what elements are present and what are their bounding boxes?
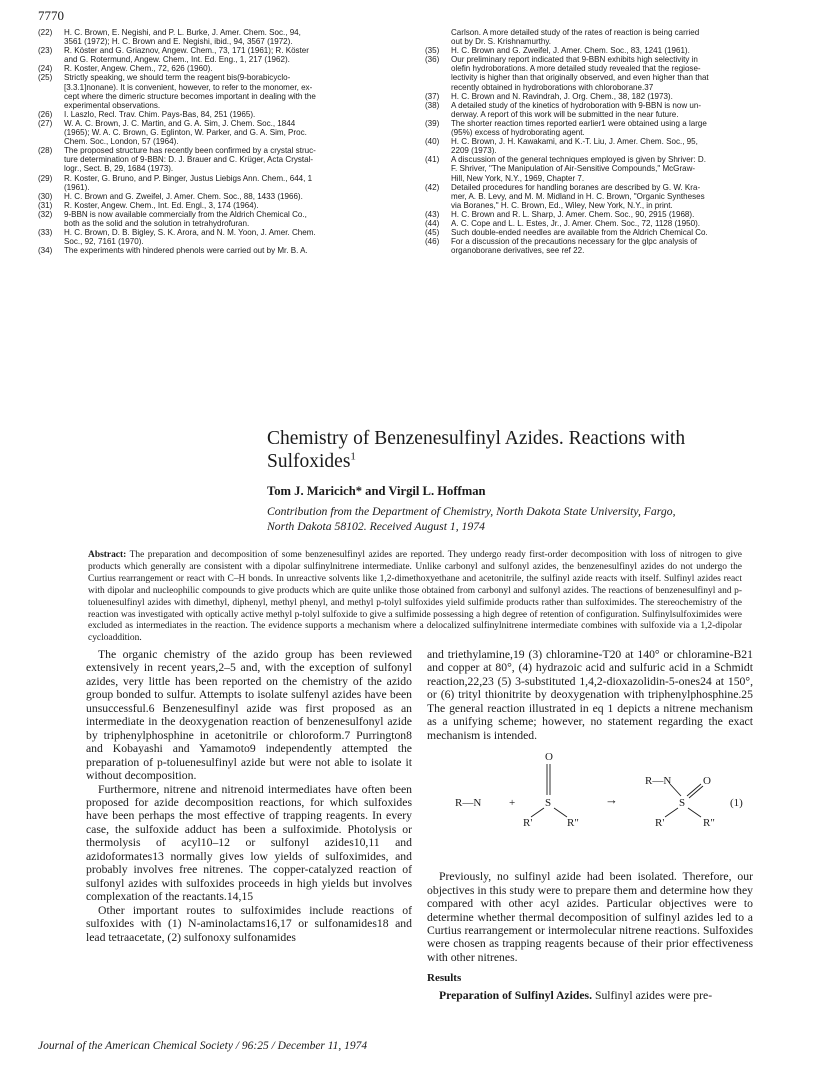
reference-line: logr., Sect. B, 29, 1684 (1973). [64,164,174,174]
reference-line: F. Shriver, "The Manipulation of Air-Sensitive Compounds," McGraw- [451,164,696,174]
reference-line: The proposed structure has recently been confirmed by a crystal struc- [64,146,316,156]
reference-line: and G. Rotermund, Angew. Chem., Int. Ed. Eng., 1, 217 (1962). [64,55,290,65]
scheme-r-prime: R' [523,817,533,830]
reference-number: (40) [425,137,440,147]
reference-entry [425,55,797,91]
reference-number: (43) [425,209,440,219]
body-left-column [86,648,412,944]
reference-number: (32) [38,209,53,219]
reference-number: (38) [425,100,440,110]
reference-line: A discussion of the general techniques employed is given by Shriver: D. [451,155,706,165]
reference-line: 9-BBN is now available commercially from the Aldrich Chemical Co., [64,209,307,219]
paragraph: The organic chemistry of the azido group has been reviewed extensively in recent years,2–5 and, with the exception of sulfonyl azides, very little has been reported on the chemistry of the azido group bonded to sulfur. Attempts to isolate sulfenyl azides have been unsuccessful.6 Benzenesulfinyl azide was first proposed as an intermediate in the deoxygenation reaction of benzenesulfonyl azide by triphenylphosphine in acetonitrile or chloroform.7 Purrington8 and Kobayashi and Yamamoto9 independently attempted the preparation of p-toluenesulfinyl azide but were not able to isolate it without decomposition. [86,648,412,783]
reference-number: (31) [38,200,53,210]
reaction-scheme-eq1 [427,746,753,864]
page-number: 7770 [38,8,64,23]
reaction-scheme-drawing [427,746,753,864]
reference-number: (41) [425,155,440,165]
reference-entry [38,64,408,73]
reference-line: Such double-ended needles are available from the Aldrich Chemical Co. [451,228,708,238]
affiliation [267,504,757,534]
reference-entry [425,28,797,46]
reference-line: mer, A. B. Levy, and M. M. Midland in H. C. Brown, "Organic Syntheses [451,191,705,201]
reference-line: The experiments with hindered phenols were carried out by Mr. B. A. [64,246,308,256]
reference-entry [425,119,797,137]
reference-line: R. Koster, G. Bruno, and P. Binger, Justus Liebigs Ann. Chem., 644, 1 [64,173,313,183]
paragraph: Furthermore, nitrene and nitrenoid intermediates have often been proposed for azide decomposition reactions, for which sulfoxides have been perhaps the most effective of trapping reagents. In every case, the sulfoxide adduct has been a sulfoximide. Photolysis or thermolysis of acyl10–12 or sulfonyl azides10,11 and azidoformates13 normally gives low yields of sulfoximides, and probably involves free nitrenes. The copper-catalyzed reaction of sulfonyl azides with sulfoxides proceeds in high yields but involves complexation of the reactants.14,15 [86,782,412,904]
journal-footer: Journal of the American Chemical Society / 96:25 / December 11, 1974 [38,1040,368,1052]
reference-line: 2209 (1973). [451,146,497,156]
reference-line: Strictly speaking, we should term the reagent bis(9-borabicyclo- [64,73,291,83]
reference-line: Chem. Soc., London, 57 (1964). [64,137,179,147]
reference-number: (23) [38,46,53,56]
reference-entry [425,210,797,219]
reference-line: lectivity is higher than that originally observed, and even higher than that [451,73,709,83]
reference-line: [3.3.1]nonane). It is convenient, however, to refer to the monomer, ex- [64,82,313,92]
reference-number: (33) [38,228,53,238]
reference-line: Detailed procedures for handling boranes are described by G. W. Kra- [451,182,701,192]
runin-heading: Preparation of Sulfinyl Azides. [439,988,593,1002]
scheme-r-double-prime: R" [567,817,579,830]
reference-line: H. C. Brown, J. H. Kawakami, and K.-T. Liu, J. Amer. Chem. Soc., 95, [451,137,698,147]
scheme-arrow: → [605,792,618,808]
reference-number: (25) [38,73,53,83]
article-title [267,427,727,473]
reference-line: (1961). [64,182,90,192]
reference-entry [425,155,797,182]
reference-entry [38,201,408,210]
bond-s-r2 [554,808,567,817]
paragraph [427,989,753,1002]
reference-entry [38,210,408,228]
reference-entry [425,237,797,255]
reference-line: experimental observations. [64,100,161,110]
authors: Tom J. Maricich* and Virgil L. Hoffman [267,484,486,498]
reference-line: I. Laszlo, Recl. Trav. Chim. Pays-Bas, 84, 251 (1965). [64,109,256,119]
reference-line: Carlson. A more detailed study of the rates of reaction is being carried [451,28,700,37]
reference-line: H. C. Brown and R. L. Sharp, J. Amer. Chem. Soc., 90, 2915 (1968). [451,209,695,219]
reference-number: (29) [38,173,53,183]
reference-number: (24) [38,64,53,74]
reference-line: H. C. Brown, D. B. Bigley, S. K. Arora, and N. M. Yoon, J. Amer. Chem. [64,228,316,238]
reference-line: H. C. Brown and G. Zweifel, J. Amer. Chem. Soc., 83, 1241 (1961). [451,46,690,56]
reference-entry [38,110,408,119]
reference-line: (1965); W. A. C. Brown, G. Eglinton, W. Parker, and G. A. Sim, Proc. [64,128,307,138]
runin-text: Sulfinyl azides were pre- [594,988,713,1002]
paragraph: and triethylamine,19 (3) chloramine-T20 at 140° or chloramine-B21 and copper at 80°, (4) hydrazoic acid and sulfuric acid in a Schmidt reaction,22,23 (5) 3-substituted 1,4,2-dioxazolidin-5-ones24 at 150°, or (6) trityl thionitrite by deoxygenation with triphenylphosphine.25 The general reaction illustrated in eq 1 depicts a nitrene mechanism as a unifying scheme; however, no statement regarding the exact mechanism is intended. [427,648,753,742]
reference-line: both as the solid and the solution in tetrahydrofuran. [64,218,250,228]
paragraph: Other important routes to sulfoximides include reactions of sulfoxides with (1) N-aminolactams16,17 or sulfonamides18 and lead tetraacetate, (2) sulfonoxy sulfonamides [86,903,412,944]
results-heading: Results [427,972,462,985]
scheme-plus-sign: + [509,797,516,810]
affiliation-line-2: North Dakota 58102. Received August 1, 1974 [267,520,485,533]
title-line-2: Sulfoxides [267,451,351,472]
reference-line: Soc., 92, 7161 (1970). [64,237,144,247]
reference-line: R. Koster, Angew. Chem., Int. Ed. Engl., 3, 174 (1964). [64,200,259,210]
scheme-product-sulfur: S [679,797,686,810]
reference-number: (30) [38,191,53,201]
reference-entry [425,46,797,55]
reference-number: (34) [38,246,53,256]
reference-line: olefin hydroborations. A more detailed study revealed that the regiose- [451,64,701,74]
scheme-product-rn: R—N [645,775,672,788]
reference-line: H. C. Brown, E. Negishi, and P. L. Burke, J. Amer. Chem. Soc., 94, [64,28,301,37]
reference-number: (36) [425,55,440,65]
abstract [88,550,742,645]
reference-line: cept where the dimeric structure becomes important in dealing with the [64,91,316,101]
reference-line: The shorter reaction times reported earlier1 were obtained using a large [451,118,707,128]
reference-number: (28) [38,146,53,156]
reference-line: 3561 (1972); H. C. Brown and E. Negishi, ibid., 94, 3567 (1972). [64,37,293,47]
bond-s-r1 [531,808,544,817]
reference-entry [38,73,408,109]
reference-number: (45) [425,228,440,238]
reference-number: (27) [38,118,53,128]
bond-product-s-r1 [665,808,678,817]
scheme-reactant-rn: R—N [455,797,482,810]
reference-entry [425,228,797,237]
title-footnote-marker: 1 [350,450,356,463]
reference-line: derway. A report of this work will be submitted in the near future. [451,109,679,119]
reference-entry [425,219,797,228]
reference-number: (37) [425,91,440,101]
reference-entry [38,174,408,192]
reference-line: out by Dr. S. Krishnamurthy. [451,37,552,47]
reference-line: For a discussion of the precautions necessary for the glpc analysis of [451,237,698,247]
reference-line: R. Köster and G. Griaznov, Angew. Chem., 73, 171 (1961); R. Köster [64,46,309,56]
bond-n-s [670,784,681,796]
reference-line: A. C. Cope and L. L. Estes, Jr., J. Amer. Chem. Soc., 72, 1128 (1950). [451,218,700,228]
reference-entry [38,28,408,46]
reference-entry [425,137,797,155]
title-line-1: Chemistry of Benzenesulfinyl Azides. Reactions with [267,428,686,449]
scheme-product-r-prime: R' [655,817,665,830]
reference-number: (44) [425,218,440,228]
abstract-text: The preparation and decomposition of some benzenesulfinyl azides are reported. They undergo ready first-order decomposition with loss of nitrogen to give products which generally are consistent with a dipolar sulfinylnitrene intermediate. Unlike carbonyl and sulfonyl azides, the benzenesulfinyl azides do not undergo the Curtius rearrangement or react with C–H bonds. In unreactive solvents like 1,2-dimethoxyethane and acetonitrile, the sulfinyl azide reacts with itself. Sulfinyl azides react with dipolar and nucleophilic compounds to give products which are quite unlike those obtained from carbonyl and sulfonyl azides. The reactions of benzenesulfinyl and p-toluenesulfinyl azides with dimethyl, diphenyl, methyl phenyl, and methyl p-tolyl sulfoxides yield sulfimide products rather than sulfoximides. The stereochemistry of the reaction was investigated with optically active methyl p-tolyl sulfoxide to give a sulfimide possessing a high degree of retention of configuration. Sulfinylsulfoximides were excluded as intermediates in the reaction. The evidence supports a mechanism where a delocalized sulfinylnitrene intermediate combines with sulfoxide via a 1,2-dipolar cycloaddition. [88,550,742,644]
scheme-sulfur-label: S [545,797,552,810]
reference-entry [38,228,408,246]
affiliation-line-1: Contribution from the Department of Chemistry, North Dakota State University, Fargo, [267,505,676,518]
reference-line: (95%) excess of hydroborating agent. [451,128,585,138]
reference-number: (39) [425,118,440,128]
reference-number: (22) [38,28,53,37]
reference-line: Our preliminary report indicated that 9-BBN exhibits high selectivity in [451,55,698,65]
reference-number: (26) [38,109,53,119]
reference-entry [425,92,797,101]
scheme-product-oxygen: O [703,775,711,788]
reference-line: H. C. Brown and N. Ravindrah, J. Org. Chem., 38, 182 (1973). [451,91,673,101]
paragraph: Previously, no sulfinyl azide had been isolated. Therefore, our objectives in this study were to prepare them and determine how they compared with other acyl azides. Particular objectives were to determine whether thermal decomposition of sulfinyl azides led to a Curtius rearrangement or intermolecular nitrene reactions. Sulfoxides were chosen as trapping reagents because of their prior effectiveness with other nitrenes. [427,870,753,964]
reference-entry [425,183,797,210]
reference-line: H. C. Brown and G. Zweifel, J. Amer. Chem. Soc., 88, 1433 (1966). [64,191,303,201]
scheme-product-r-double-prime: R" [703,817,715,830]
reference-line: recently obtained in hydroborations with chloroborane.37 [451,82,654,92]
abstract-label: Abstract: [88,550,127,560]
references-right-column [425,28,797,255]
reference-entry [38,192,408,201]
reference-number: (42) [425,182,440,192]
scheme-oxygen-label: O [545,751,553,764]
reference-line: via Boranes," H. C. Brown, Ed., Wiley, New York, N.Y., in print. [451,200,673,210]
body-right-column [427,648,753,1002]
reference-line: A detailed study of the kinetics of hydroboration with 9-BBN is now un- [451,100,702,110]
references-left-column [38,28,408,255]
reference-line: Hill, New York, N.Y., 1969, Chapter 7. [451,173,585,183]
bond-product-s-r2 [688,808,701,817]
reference-line: R. Koster, Angew. Chem., 72, 626 (1960). [64,64,213,74]
reference-entry [38,146,408,173]
reference-entry [425,101,797,119]
reference-entry [38,119,408,146]
reference-number: (35) [425,46,440,56]
equation-number: (1) [730,797,743,810]
reference-number: (46) [425,237,440,247]
reference-entry [38,46,408,64]
reference-line: W. A. C. Brown, J. C. Martin, and G. A. Sim, J. Chem. Soc., 1844 [64,118,296,128]
reference-line: ture determination of 9-BBN: D. J. Brauer and C. Krüger, Acta Crystal- [64,155,314,165]
reference-entry [38,246,408,255]
reference-line: organoborane derivatives, see ref 22. [451,246,585,256]
